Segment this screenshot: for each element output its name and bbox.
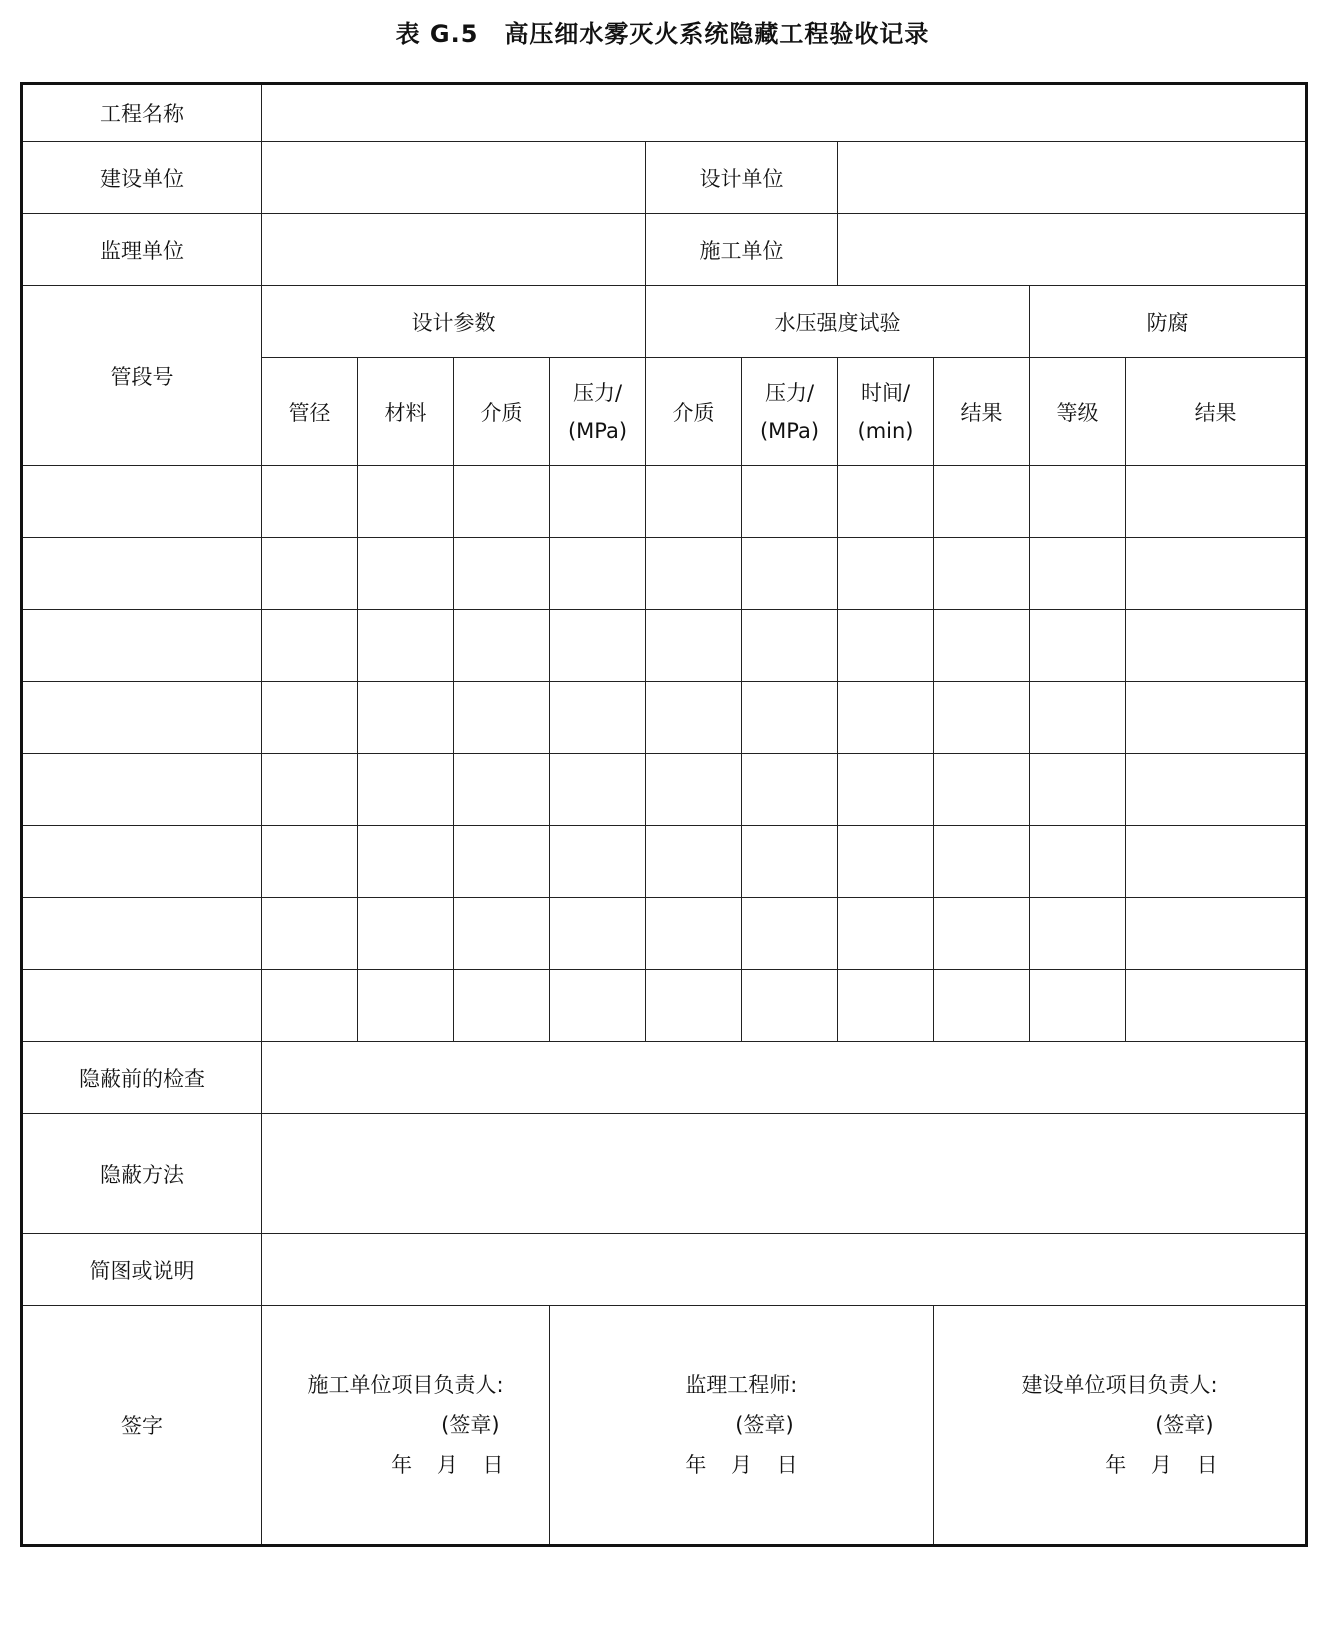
data-cell[interactable] [358, 898, 454, 970]
data-cell[interactable] [262, 538, 358, 610]
field-builder-unit[interactable] [838, 214, 1307, 286]
table-row [22, 466, 1307, 538]
signature-role: 监理工程师: [685, 1373, 798, 1397]
data-cell[interactable] [1126, 970, 1307, 1042]
data-cell[interactable] [742, 826, 838, 898]
data-cell[interactable] [262, 466, 358, 538]
header-material: 材料 [358, 358, 454, 466]
data-cell[interactable] [550, 754, 646, 826]
signature-cell-owner[interactable] [934, 1306, 1307, 1546]
header-time [838, 358, 934, 466]
data-cell[interactable] [550, 610, 646, 682]
data-cell[interactable] [22, 970, 262, 1042]
header-test-pressure [742, 358, 838, 466]
header-time-label: 时间/ [860, 380, 911, 405]
table-row [22, 754, 1307, 826]
header-grade: 等级 [1030, 358, 1126, 466]
data-cell[interactable] [934, 538, 1030, 610]
data-cell[interactable] [1126, 610, 1307, 682]
label-method: 隐蔽方法 [22, 1114, 262, 1234]
data-cell[interactable] [454, 466, 550, 538]
data-cell[interactable] [262, 970, 358, 1042]
header-anticorrosion: 防腐 [1030, 286, 1307, 358]
data-cell[interactable] [358, 826, 454, 898]
field-construction-unit[interactable] [262, 142, 646, 214]
data-cell[interactable] [934, 754, 1030, 826]
page-title [0, 14, 1325, 49]
data-cell[interactable] [838, 538, 934, 610]
signature-seal: (签章) [1155, 1413, 1214, 1437]
data-cell[interactable] [838, 898, 934, 970]
signature-block-builder [307, 1365, 503, 1485]
label-pre-check: 隐蔽前的检查 [22, 1042, 262, 1114]
field-supervision-unit[interactable] [262, 214, 646, 286]
data-cell[interactable] [550, 826, 646, 898]
data-cell[interactable] [838, 826, 934, 898]
data-cell[interactable] [1126, 754, 1307, 826]
data-cell[interactable] [838, 682, 934, 754]
data-cell[interactable] [358, 610, 454, 682]
data-cell[interactable] [742, 538, 838, 610]
data-cell[interactable] [454, 610, 550, 682]
signature-seal: (签章) [735, 1413, 794, 1437]
header-test-result: 结果 [934, 358, 1030, 466]
signature-date: 年 月 日 [685, 1453, 798, 1477]
table-row [22, 610, 1307, 682]
label-construction-unit: 建设单位 [22, 142, 262, 214]
data-cell[interactable] [262, 754, 358, 826]
acceptance-form [20, 82, 1308, 1547]
data-cell[interactable] [1030, 826, 1126, 898]
data-cell[interactable] [1126, 466, 1307, 538]
header-test-pressure-label: 压力/ [764, 380, 815, 405]
data-cell[interactable] [454, 538, 550, 610]
data-cell[interactable] [1126, 538, 1307, 610]
label-project-name: 工程名称 [22, 84, 262, 142]
data-cell[interactable] [358, 970, 454, 1042]
signature-cell-builder[interactable] [262, 1306, 550, 1546]
signature-block-owner [1022, 1365, 1218, 1485]
data-cell[interactable] [262, 898, 358, 970]
field-pre-check[interactable] [262, 1042, 1307, 1114]
table-row [22, 826, 1307, 898]
data-cell[interactable] [838, 754, 934, 826]
signature-date: 年 月 日 [1105, 1453, 1218, 1477]
data-cell[interactable] [358, 682, 454, 754]
data-cell[interactable] [646, 898, 742, 970]
data-cell[interactable] [1126, 682, 1307, 754]
data-cell[interactable] [262, 826, 358, 898]
table-row [22, 682, 1307, 754]
header-diameter: 管径 [262, 358, 358, 466]
data-cell[interactable] [934, 466, 1030, 538]
data-cell[interactable] [1030, 898, 1126, 970]
table-row [22, 898, 1307, 970]
data-cell[interactable] [1030, 682, 1126, 754]
data-cell[interactable] [550, 682, 646, 754]
data-cell[interactable] [646, 466, 742, 538]
label-segment: 管段号 [22, 286, 262, 466]
data-cell[interactable] [742, 898, 838, 970]
data-cell[interactable] [646, 754, 742, 826]
data-cell[interactable] [454, 754, 550, 826]
data-cell[interactable] [358, 754, 454, 826]
data-cell[interactable] [934, 970, 1030, 1042]
data-cell[interactable] [934, 898, 1030, 970]
data-cell[interactable] [934, 826, 1030, 898]
data-cell[interactable] [646, 538, 742, 610]
label-builder-unit: 施工单位 [646, 214, 838, 286]
data-cell[interactable] [742, 466, 838, 538]
data-cell[interactable] [742, 682, 838, 754]
table-title: 高压细水雾灭火系统隐藏工程验收记录 [504, 20, 930, 48]
field-design-unit[interactable] [838, 142, 1307, 214]
header-time-unit: (min) [857, 418, 914, 443]
data-cell[interactable] [646, 610, 742, 682]
data-cell[interactable] [934, 610, 1030, 682]
header-test-pressure-unit: (MPa) [759, 418, 820, 443]
signature-role: 建设单位项目负责人: [1021, 1373, 1218, 1397]
label-supervision-unit: 监理单位 [22, 214, 262, 286]
data-cell[interactable] [22, 538, 262, 610]
data-cell[interactable] [646, 970, 742, 1042]
header-pressure [550, 358, 646, 466]
data-cell[interactable] [1030, 538, 1126, 610]
data-cell[interactable] [262, 610, 358, 682]
data-cell[interactable] [838, 970, 934, 1042]
field-project-name[interactable] [262, 84, 1307, 142]
label-signature: 签字 [22, 1306, 262, 1546]
data-cell[interactable] [550, 466, 646, 538]
data-cell[interactable] [22, 898, 262, 970]
data-cell[interactable] [454, 898, 550, 970]
data-cell[interactable] [22, 826, 262, 898]
data-cell[interactable] [262, 682, 358, 754]
data-cell[interactable] [454, 682, 550, 754]
data-cell[interactable] [358, 538, 454, 610]
data-cell[interactable] [1030, 466, 1126, 538]
data-cell[interactable] [646, 682, 742, 754]
data-cell[interactable] [1126, 826, 1307, 898]
data-cell[interactable] [22, 682, 262, 754]
data-cell[interactable] [838, 466, 934, 538]
header-design-params: 设计参数 [262, 286, 646, 358]
data-cell[interactable] [550, 898, 646, 970]
data-cell[interactable] [550, 538, 646, 610]
data-cell[interactable] [454, 970, 550, 1042]
header-anti-result: 结果 [1126, 358, 1307, 466]
data-cell[interactable] [22, 610, 262, 682]
data-cell[interactable] [742, 970, 838, 1042]
data-cell[interactable] [742, 610, 838, 682]
field-sketch[interactable] [262, 1234, 1307, 1306]
header-pressure-label: 压力/ [572, 380, 623, 405]
header-hydro-test: 水压强度试验 [646, 286, 1030, 358]
data-cell[interactable] [646, 826, 742, 898]
data-cell[interactable] [358, 466, 454, 538]
data-cell[interactable] [550, 970, 646, 1042]
label-design-unit: 设计单位 [646, 142, 838, 214]
signature-seal: (签章) [441, 1413, 500, 1437]
table-row [22, 970, 1307, 1042]
signature-date: 年 月 日 [391, 1453, 504, 1477]
table-row [22, 538, 1307, 610]
data-cell[interactable] [742, 754, 838, 826]
signature-cell-supervisor[interactable] [550, 1306, 934, 1546]
data-cell[interactable] [838, 610, 934, 682]
table-code: 表 G.5 [395, 20, 479, 48]
field-method[interactable] [262, 1114, 1307, 1234]
data-cell[interactable] [1126, 898, 1307, 970]
data-cell[interactable] [22, 466, 262, 538]
signature-role: 施工单位项目负责人: [307, 1373, 504, 1397]
data-cell[interactable] [454, 826, 550, 898]
data-cell[interactable] [1030, 754, 1126, 826]
header-pressure-unit: (MPa) [567, 418, 628, 443]
data-cell[interactable] [1030, 970, 1126, 1042]
data-cell[interactable] [1030, 610, 1126, 682]
header-medium: 介质 [454, 358, 550, 466]
label-sketch: 简图或说明 [22, 1234, 262, 1306]
signature-block-supervisor [685, 1365, 797, 1485]
data-cell[interactable] [934, 682, 1030, 754]
header-test-medium: 介质 [646, 358, 742, 466]
data-cell[interactable] [22, 754, 262, 826]
